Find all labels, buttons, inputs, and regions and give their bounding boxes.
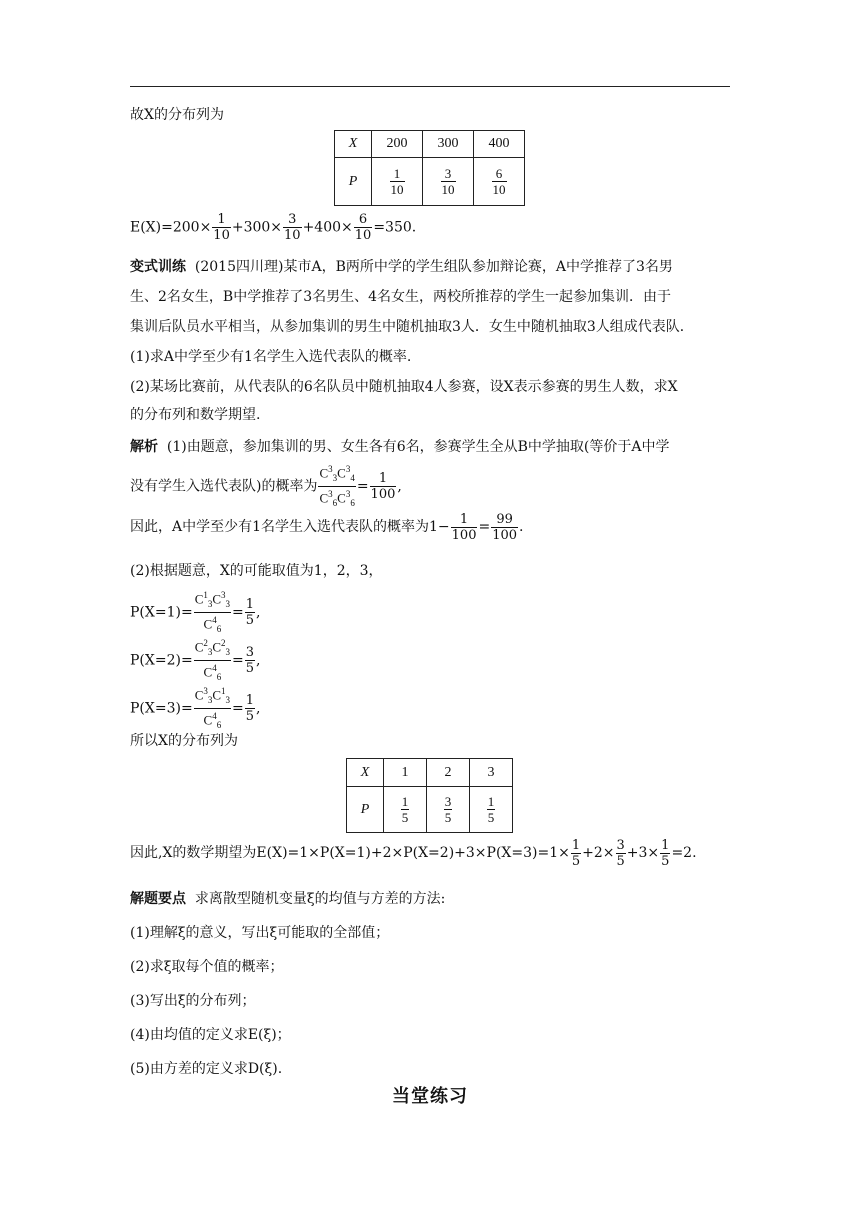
- solution-line-2: 没有学生入选代表队)的概率为 $\frac{C^3_3C^3_4}{C^3_6C^3_6}$ = $\frac{1}{100}$ ,: [130, 462, 730, 511]
- table-cell: 300: [423, 131, 474, 158]
- table-cell: 2: [427, 759, 470, 787]
- intro-line: 故X的分布列为: [130, 107, 224, 123]
- key-points-label: 解题要点: [130, 891, 186, 907]
- solution-line-4: (2)根据题意，X的可能取值为1，2，3，: [130, 563, 383, 579]
- table-cell: 1: [384, 759, 427, 787]
- table-cell: X: [347, 759, 384, 787]
- table-cell: X: [335, 131, 372, 158]
- solution-label: 解析: [130, 439, 158, 455]
- question-2-line-1: (2)某场比赛前，从代表队的6名队员中随机抽取4人参赛，设X表示参赛的男生人数，求X: [130, 379, 678, 395]
- question-2-line-2: 的分布列和数学期望.: [130, 407, 261, 423]
- solution-line-3: 因此，A中学至少有1名学生入选代表队的概率为1− $\frac{1}{100}$ = $\frac{99}{100}$ .: [130, 511, 524, 543]
- key-point-step: (3)写出ξ的分布列；: [130, 993, 256, 1009]
- distribution-table-1: [334, 130, 525, 206]
- solution-line-1: 解析 (1)由题意，参加集训的男、女生各有6名，参赛学生全从B中学抽取(等价于A中学: [130, 439, 670, 455]
- table-cell: P: [335, 158, 372, 206]
- document-page: [130, 0, 730, 1216]
- table-cell: P: [347, 787, 384, 833]
- prob-x2: P(X=2)= $\frac{C^2_3C^2_3}{C^4_6}$ = $\frac{3}{5}$ ,: [130, 638, 261, 682]
- exercise-line-3: 集训后队员水平相当，从参加集训的男生中随机抽取3人．女生中随机抽取3人组成代表队．: [130, 319, 694, 335]
- table-cell: 200: [372, 131, 423, 158]
- combination-fraction: $\frac{C^3_3C^3_4}{C^3_6C^3_6}$: [319, 464, 355, 508]
- key-point-step: (4)由均值的定义求E(ξ)；: [130, 1027, 291, 1043]
- table-cell: $\frac{3}{10}$: [423, 158, 474, 206]
- expectation-2: 因此,X的数学期望为E(X)=1×P(X=1)+2×P(X=2)+3×P(X=3)=1× $\frac{1}{5}$ +2× $\frac{3}{5}$ +3× $\frac{1}{5}$ =2.: [130, 837, 697, 869]
- distribution-table-2: [346, 758, 513, 833]
- key-point-step: (5)由方差的定义求D(ξ).: [130, 1061, 283, 1077]
- exercise-line-1: 变式训练 (2015四川理)某市A，B两所中学的学生组队参加辩论赛，A中学推荐了3名男: [130, 259, 673, 275]
- key-point-step: (2)求ξ取每个值的概率；: [130, 959, 284, 975]
- exercise-label: 变式训练: [130, 259, 186, 275]
- key-point-step: (1)理解ξ的意义，写出ξ可能取的全部值；: [130, 925, 390, 941]
- exercise-line-2: 生、2名女生，B中学推荐了3名男生、4名女生，两校所推荐的学生一起参加集训．由于: [130, 289, 672, 305]
- question-1: (1)求A中学至少有1名学生入选代表队的概率.: [130, 349, 412, 365]
- section-title: 当堂练习: [392, 1086, 468, 1107]
- header-rule: [130, 86, 730, 87]
- table-cell: 3: [470, 759, 513, 787]
- expectation-1: E(X)=200× $\frac{1}{10}$ +300× $\frac{3}{10}$ +400× $\frac{6}{10}$ =350.: [130, 212, 417, 243]
- table-cell: $\frac{1}{5}$: [384, 787, 427, 833]
- table-cell: $\frac{3}{5}$: [427, 787, 470, 833]
- prob-x3: P(X=3)= $\frac{C^3_3C^1_3}{C^4_6}$ = $\frac{1}{5}$ ,: [130, 686, 261, 730]
- dist-intro: 所以X的分布列为: [130, 733, 238, 749]
- prob-x1: P(X=1)= $\frac{C^1_3C^3_3}{C^4_6}$ = $\frac{1}{5}$ ,: [130, 590, 261, 634]
- key-points-heading: 解题要点 求离散型随机变量ξ的均值与方差的方法:: [130, 891, 446, 907]
- table-cell: $\frac{6}{10}$: [474, 158, 525, 206]
- table-cell: 400: [474, 131, 525, 158]
- table-cell: $\frac{1}{10}$: [372, 158, 423, 206]
- table-cell: $\frac{1}{5}$: [470, 787, 513, 833]
